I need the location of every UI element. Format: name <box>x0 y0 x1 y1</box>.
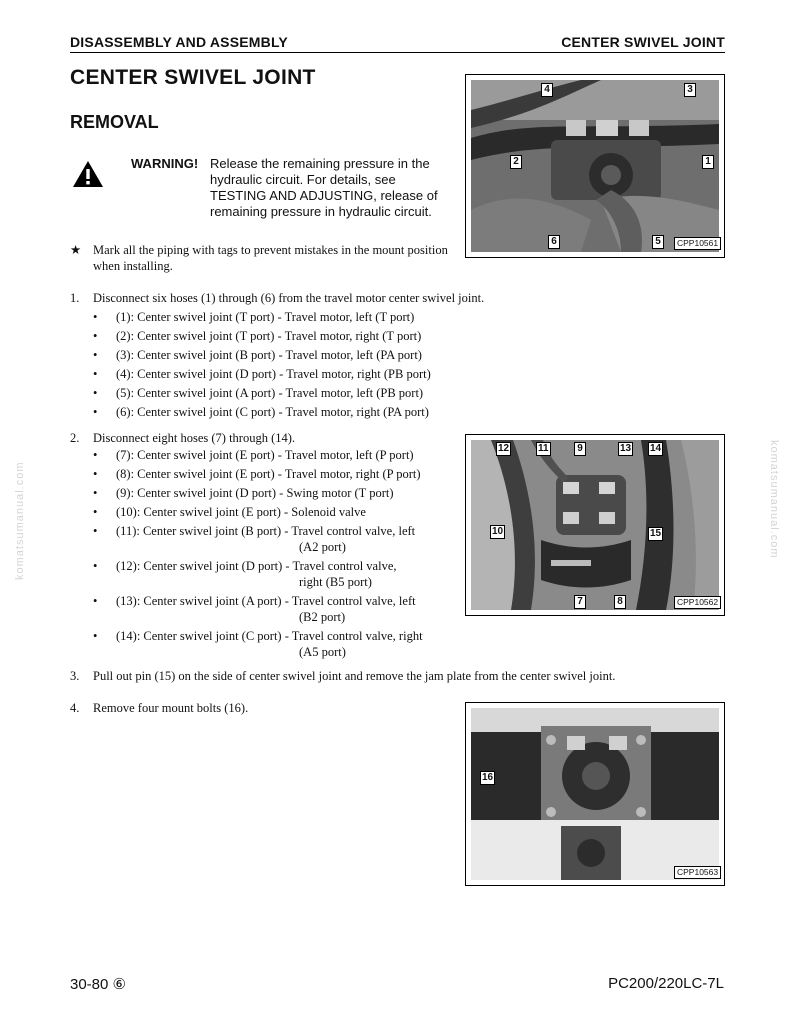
callout-14: 14 <box>650 443 662 454</box>
photo-code: CPP10563 <box>674 866 721 879</box>
photo-code: CPP10561 <box>674 237 721 250</box>
photo-code: CPP10562 <box>674 596 721 609</box>
warning-triangle-icon <box>72 160 104 188</box>
list-item: • (7): Center swivel joint (E port) - Travel motor, left (P port) <box>93 448 414 462</box>
callout-4: 4 <box>541 83 553 97</box>
step-number: 4. <box>70 701 80 715</box>
callout-8: 8 <box>614 595 626 609</box>
callout-2: 2 <box>510 155 522 169</box>
list-item: • (4): Center swivel joint (D port) - Travel motor, right (PB port) <box>93 367 431 381</box>
callout-15: 15 <box>650 528 662 539</box>
list-item: • (14): Center swivel joint (C port) - Travel control valve, right (A5 port) <box>93 629 423 659</box>
list-item: • (10): Center swivel joint (E port) - Solenoid valve <box>93 505 366 519</box>
photo-swivel-joint-hoses-7-15 <box>465 434 725 616</box>
step-1-hose-list <box>93 309 431 423</box>
step-number: 1. <box>70 291 80 305</box>
callout-3: 3 <box>684 83 696 97</box>
photo-image <box>471 708 719 880</box>
list-item: • (1): Center swivel joint (T port) - Travel motor, left (T port) <box>93 310 415 324</box>
callout-11: 11 <box>538 443 549 454</box>
callout-6: 6 <box>548 235 560 249</box>
callout-10: 10 <box>492 526 504 537</box>
list-item: • (11): Center swivel joint (B port) - Travel control valve, left (A2 port) <box>93 524 416 554</box>
installation-note <box>70 242 465 274</box>
photo-swivel-joint-mount-bolts <box>465 702 725 886</box>
callout-9: 9 <box>574 442 586 456</box>
step-2-hose-list <box>93 447 423 663</box>
step-text: Pull out pin (15) on the side of center swivel joint and remove the jam plate from the center swivel joint. <box>93 669 616 683</box>
callout-13: 13 <box>620 443 632 454</box>
photo-image <box>471 80 719 252</box>
watermark-left: komatsumanual.com <box>14 461 26 580</box>
watermark-right: komatsumanual.com <box>768 440 780 559</box>
callout-7: 7 <box>574 595 586 609</box>
list-item: • (8): Center swivel joint (E port) - Travel motor, right (P port) <box>93 467 421 481</box>
list-item: • (3): Center swivel joint (B port) - Travel motor, left (PA port) <box>93 348 422 362</box>
header-topic: CENTER SWIVEL JOINT <box>561 34 725 50</box>
list-item: • (2): Center swivel joint (T port) - Travel motor, right (T port) <box>93 329 422 343</box>
list-item: • (9): Center swivel joint (D port) - Swing motor (T port) <box>93 486 394 500</box>
note-text: Mark all the piping with tags to prevent mistakes in the mount position when installing. <box>93 243 448 273</box>
photo-image <box>471 440 719 610</box>
callout-12: 12 <box>498 443 510 454</box>
list-item: • (5): Center swivel joint (A port) - Travel motor, left (PB port) <box>93 386 424 400</box>
page-number <box>70 975 126 993</box>
list-item: • (12): Center swivel joint (D port) - Travel control valve, right (B5 port) <box>93 559 397 589</box>
photo-swivel-joint-hoses-1-6 <box>465 74 725 258</box>
model-number: PC200/220LC-7L <box>608 975 724 992</box>
warning-text: Release the remaining pressure in the hydraulic circuit. For details, see TESTING AND ADJUSTING, release of remaining pressure in hydraulic circuit. <box>210 156 438 219</box>
page-title: CENTER SWIVEL JOINT <box>70 66 316 89</box>
step-number: 2. <box>70 431 80 445</box>
callout-16: 16 <box>482 772 494 783</box>
list-item: • (13): Center swivel joint (A port) - Travel control valve, left (B2 port) <box>93 594 416 624</box>
page-header <box>70 34 725 53</box>
step-text: Disconnect six hoses (1) through (6) from the travel motor center swivel joint. <box>93 291 485 305</box>
callout-1: 1 <box>702 155 714 169</box>
star-icon: ★ <box>70 243 82 257</box>
page-number-text: 30-80 <box>70 976 109 993</box>
step-number: 3. <box>70 669 80 683</box>
revision-mark: ⑥ <box>112 976 126 993</box>
warning-label: WARNING! <box>131 156 199 171</box>
callout-5: 5 <box>652 235 664 249</box>
step-text: Remove four mount bolts (16). <box>93 701 249 715</box>
step-text: Disconnect eight hoses (7) through (14). <box>93 431 296 445</box>
list-item: • (6): Center swivel joint (C port) - Travel motor, right (PA port) <box>93 405 429 419</box>
header-section: DISASSEMBLY AND ASSEMBLY <box>70 34 288 50</box>
section-subtitle: REMOVAL <box>70 112 159 132</box>
